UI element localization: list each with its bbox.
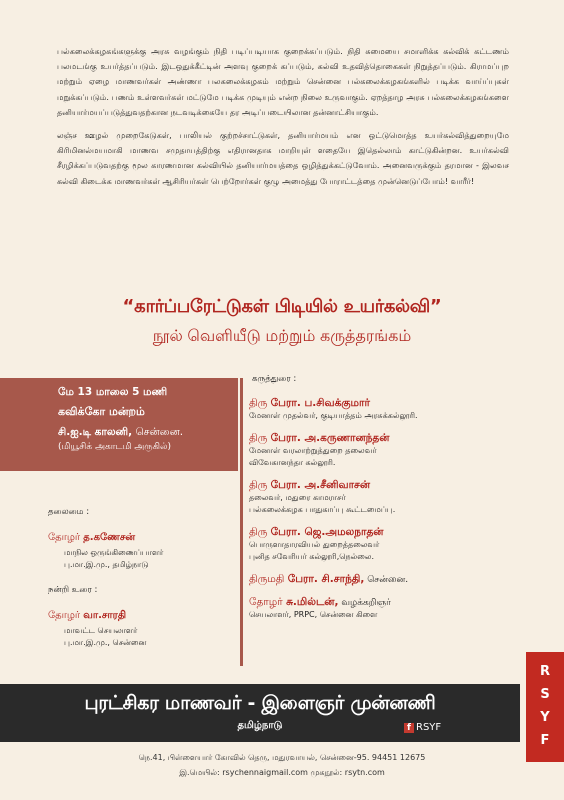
speaker-prefix: தோழர் [249, 596, 287, 608]
chair-role-2: பு.மா.இ.மு., தமிழ்நாடு [64, 560, 149, 569]
speaker-item [249, 573, 539, 586]
speaker-item [249, 526, 539, 563]
rsyf-letter: R [539, 664, 550, 679]
speaker-name-text: பேரா. ஜெ.அமலநாதன் [270, 526, 384, 538]
facebook-icon: f [404, 723, 414, 733]
thanks-label: நன்றி உரை : [48, 585, 98, 595]
contact-address: நெ.41, பிள்ளையார் கோவில் தெரு, மதுரவாயல், சென்னை-95. 94451 12675 [138, 753, 426, 762]
speaker-tail: சென்னை. [364, 575, 409, 585]
rsyf-letter: F [540, 733, 550, 748]
speaker-name-text: பேரா. சி.சாந்தி, [287, 573, 365, 585]
organization-banner [0, 684, 520, 742]
thanks-role-2: பு.மா.இ.மு., சென்னை [64, 638, 147, 647]
thanks-section [48, 585, 146, 649]
intro-paragraph-2: லஞ்ச ஊழல் முறைகேடுகள், பாலியல் குற்றச்சாட்டுகள், தனியார்மயம் என ஒட்டுமொத்த உயர்கல்வித்துறையுமே கிரிமினல்மயமாகி மாணவ சமுதாயத்திற்கு எதிரானதாக மாறியுள் ளதையே இதெல்லாம் காட்டுகின்றன. உயர்கல்வி சீரழிக்கப்படுவதற்கு மூல காரணமான கல்வியில் தனியார்மயத்தை ஒழித்துக்கட்டுவோம். அனைவருக்கும் தரமான - இலவச கல்வி கிடைக்க மாணவர்கள் ஆசிரியர்கள் பெற்றோர்கள் குழு அமைத்து போராட்டத்தை முன்னெடுப்போம்! வாரீர்! [57, 130, 509, 186]
speaker-role: செயலாளர், PRPC, சென்னை கிளை [249, 610, 378, 619]
speaker-role: மேனாள் வரலாற்றுத்துறை தலைவர் [249, 446, 377, 455]
speaker-prefix: திரு [249, 526, 271, 538]
speaker-item [249, 479, 539, 516]
event-subtitle: நூல் வெளியீடு மற்றும் கருத்தரங்கம் [152, 326, 412, 345]
thanks-role-1: மாவட்ட செயலாளர் [64, 626, 138, 635]
speaker-name [249, 397, 539, 410]
speaker-role: மேனாள் முதல்வர், குடியாத்தம் அரசுக்கல்லூரி. [249, 411, 418, 420]
speaker-role-2: புனித சவேரியர் கல்லூரி,நெல்லை. [249, 552, 374, 561]
speakers-label: கருத்துரை : [252, 374, 297, 384]
thanks-name [48, 610, 146, 622]
rsyf-letter: Y [540, 710, 550, 725]
event-details-box [0, 378, 238, 471]
thanks-prefix: தோழர் [48, 610, 84, 621]
event-title: “கார்ப்பரேட்டுகள் பிடியில் உயர்கல்வி” [122, 296, 442, 317]
rsyf-letter: S [540, 687, 550, 702]
organization-name: புரட்சிகர மாணவர் - இளைஞர் முன்னணி [84, 692, 436, 714]
speaker-name-text: சு.மில்டன், [286, 596, 339, 608]
contact-info [0, 750, 564, 780]
speaker-prefix: திரு [249, 432, 271, 444]
column-divider [240, 378, 243, 666]
speaker-name-text: பேரா. ப.சிவக்குமார் [270, 397, 370, 409]
intro-text [57, 44, 509, 197]
speaker-role: தலைவர், மதுரை காமராசர் [249, 493, 346, 502]
chair-section [48, 507, 163, 571]
speaker-prefix: திருமதி [249, 573, 288, 585]
event-area-city: சென்னை. [132, 426, 184, 438]
speaker-item [249, 397, 539, 422]
speaker-name [249, 432, 539, 445]
chair-role-1: மாநில ஒருங்கிணைப்பாளர் [64, 548, 164, 557]
speaker-role-2: விவேகானந்தா கல்லூரி. [249, 458, 336, 467]
event-landmark: (மியூசிக் அகாடமி அருகில்) [58, 442, 172, 452]
event-area [58, 426, 238, 439]
speaker-name-text: பேரா. அ.கருணானந்தன் [270, 432, 390, 444]
contact-web: இ.மெயில்: rsychennaigmail.com முகநூல்: rsytn.com [179, 768, 385, 777]
chair-label: தலைமை : [48, 507, 90, 517]
speaker-tail: வழக்கறிஞர் [338, 598, 391, 608]
chair-name [48, 532, 163, 544]
event-venue: கவிக்கோ மன்றம் [58, 405, 145, 418]
speaker-item [249, 432, 539, 469]
speaker-name-text: பேரா. அ.சீனிவாசன் [270, 479, 371, 491]
facebook-tag [404, 722, 441, 733]
chair-prefix: தோழர் [48, 532, 84, 543]
event-datetime: மே 13 மாலை 5 மணி [58, 386, 168, 398]
intro-paragraph-1: பல்கலைக்கழகங்களுக்கு அரசு வழங்கும் நிதி படிப்படியாக குறைக்கப்படும். நிதி சுமையை சமாளிக்க கல்விக் கட்டணம் பலமடங்கு உயர்த்தப்படும். இடஒதுக்கீட்டின் அளவு குறைக் கப்படும், கல்வி உதவித்தொகைகள் நிறுத்தப்படும். கிராமப்புற மற்றும் ஏழை மாணவர்கள் அண்ணா பலகலைக்கழகம் மற்றும் சென்னை பல்கலைக்கழகங்களில் படிக்க வாய்ப்புகள் மறுக்கப்படும். பணம் உள்ளவர்கள் மட்டுமே படிக்க முடியும் என்ற நிலை உருவாகும். ஏறத்தாழ அரசு பல்கலைக்கழகங்களை தனியார்மயப்படுத்துவதற்கான நடவடிக்கையே தர அடிப்படையிலான தன்னாட்சியாகும். [57, 46, 509, 117]
thanks-name-text: வா.சாரதி [83, 610, 127, 621]
chair-name-text: த.கணேசன் [83, 532, 136, 543]
speaker-name [249, 479, 539, 492]
event-area-name: சி.ஐ.டி காலனி, [58, 426, 133, 438]
speaker-role-2: பல்கலைக்கழக பாதுகாப்பு கூட்டமைப்பு. [249, 505, 396, 514]
speaker-name [249, 526, 539, 539]
speaker-prefix: திரு [249, 397, 271, 409]
organization-state: தமிழ்நாடு [237, 720, 283, 731]
speakers-section [249, 374, 539, 631]
speaker-prefix: திரு [249, 479, 271, 491]
speaker-role: பொருளாதாரவியல் துறைத்தலைவர் [249, 540, 380, 549]
facebook-label: RSYF [416, 722, 442, 733]
speaker-item [249, 596, 539, 621]
rsyf-logo-strip [526, 652, 564, 762]
speaker-name [249, 596, 539, 609]
speaker-name [249, 573, 539, 586]
